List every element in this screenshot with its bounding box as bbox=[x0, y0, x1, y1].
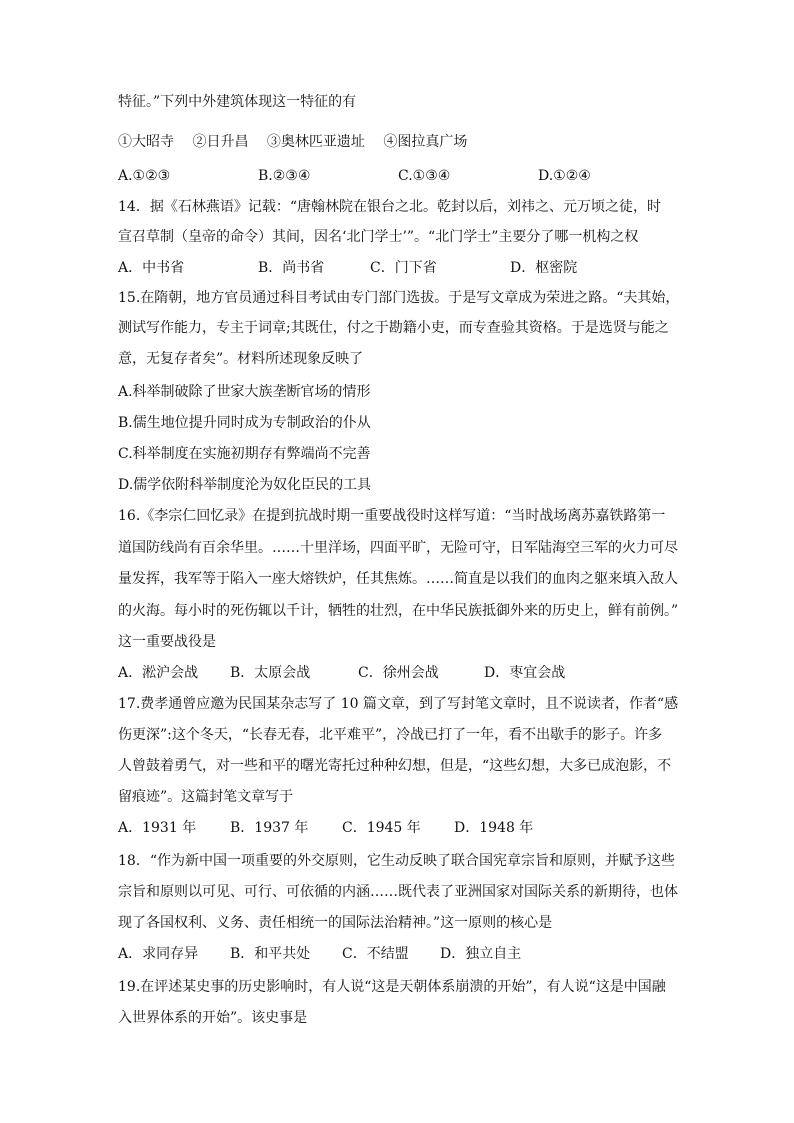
q15-option-b: B.儒生地位提升同时成为专制政治的仆从 bbox=[118, 415, 371, 431]
q14-option-c: C．门下省 bbox=[370, 260, 437, 276]
q14-option-d: D．枢密院 bbox=[510, 260, 578, 276]
q17-option-d: D．1948 年 bbox=[454, 820, 534, 836]
q16-option-d: D．枣宜会战 bbox=[484, 665, 566, 681]
q18-option-a: A．求同存异 bbox=[118, 946, 199, 962]
q19-stem-line-2: 入世界体系的开始”。该史事是 bbox=[118, 1010, 308, 1026]
q16-stem-line-4: 的火海。每小时的死伤辄以千计，牺牲的壮烈，在中华民族抵御外来的历史上，鲜有前例。” bbox=[118, 603, 679, 619]
q15-option-d: D.儒学依附科举制度沦为奴化臣民的工具 bbox=[118, 477, 372, 493]
q15-option-a: A.科举制破除了世家大族垄断官场的情形 bbox=[118, 384, 371, 400]
q17-stem-line-1: 17.费孝通曾应邀为民国某杂志写了 10 篇文章，到了写封笔文章时，且不说读者，作者“感 bbox=[118, 696, 679, 712]
q16-option-c: C．徐州会战 bbox=[358, 665, 439, 681]
q17-option-b: B．1937 年 bbox=[230, 820, 309, 836]
q18-stem-line-2: 宗旨和原则以可见、可行、可依循的内涵……既代表了亚洲国家对国际关系的新期待，也体 bbox=[118, 884, 678, 900]
q15-stem-line-1: 15.在隋朝，地方官员通过科目考试由专门部门选拔。于是写文章成为荣进之路。“夫其始， bbox=[118, 290, 680, 306]
q15-stem-line-3: 意，无复存者矣”。材料所述现象反映了 bbox=[118, 351, 364, 367]
q19-stem-line-1: 19.在评述某史事的历史影响时，有人说“这是天朝体系崩溃的开始”，有人说“这是中国融 bbox=[118, 979, 666, 995]
q18-stem-line-1: 18．“作为新中国一项重要的外交原则，它生动反映了联合国宪章宗旨和原则，并赋予这些 bbox=[118, 853, 675, 869]
q14-option-b: B．尚书省 bbox=[258, 260, 325, 276]
q13-option-c: C.①③④ bbox=[398, 168, 451, 184]
q14-stem-line-2: 宣召草制（皇帝的命令）其间，因名‘北门学士’”。“北门学士”主要分了哪一机构之权 bbox=[118, 229, 639, 245]
q14-option-a: A．中书省 bbox=[118, 260, 185, 276]
q13-stem-line-1: 特征。”下列中外建筑体现这一特征的有 bbox=[118, 94, 357, 110]
q16-stem-line-2: 道国防线尚有百余华里。……十里洋场，四面平旷，无险可守，日军陆海空三军的火力可尽 bbox=[118, 540, 678, 556]
q16-stem-line-1: 16.《李宗仁回忆录》在提到抗战时期一重要战役时这样写道：“当时战场离苏嘉铁路第一 bbox=[118, 508, 666, 524]
q17-stem-line-4: 留痕迹”。这篇封笔文章写于 bbox=[118, 789, 294, 805]
q13-option-a: A.①②③ bbox=[118, 168, 171, 184]
q16-stem-line-5: 这一重要战役是 bbox=[118, 634, 216, 650]
q18-option-c: C．不结盟 bbox=[342, 946, 409, 962]
q18-stem-line-3: 现了各国权利、义务、责任相统一的国际法治精神。”这一原则的核心是 bbox=[118, 915, 553, 931]
q14-stem-line-1: 14．据《石林燕语》记载：“唐翰林院在银台之北。乾封以后，刘祎之、元万顷之徒，时 bbox=[118, 199, 661, 215]
q17-option-a: A．1931 年 bbox=[118, 820, 197, 836]
q16-option-b: B．太原会战 bbox=[230, 665, 311, 681]
q17-stem-line-3: 人曾鼓着勇气，对一些和平的曙光寄托过种种幻想，但是，“这些幻想，大多已成泡影，不 bbox=[118, 758, 672, 774]
q13-option-d: D.①②④ bbox=[538, 168, 591, 184]
q15-option-c: C.科举制度在实施初期存有弊端尚不完善 bbox=[118, 446, 371, 462]
q18-option-d: D．独立自主 bbox=[440, 946, 522, 962]
q13-items: ①大昭寺 ②日升昌 ③奥林匹亚遗址 ④图拉真广场 bbox=[118, 134, 468, 150]
q18-option-b: B．和平共处 bbox=[230, 946, 311, 962]
q17-stem-line-2: 伤更深”:这个冬天，“长春无春，北平难平”，冷战已打了一年，看不出歇手的影子。许多 bbox=[118, 727, 663, 743]
q17-option-c: C．1945 年 bbox=[342, 820, 421, 836]
q15-stem-line-2: 测试写作能力，专主于词章;其既仕，付之于勘籍小吏，而专查验其资格。于是选贤与能之 bbox=[118, 320, 669, 336]
q13-option-b: B.②③④ bbox=[258, 168, 311, 184]
q16-stem-line-3: 量发挥，我军等于陷入一座大熔铁炉，任其焦炼。……简直是以我们的血肉之躯来填入敌人 bbox=[118, 571, 678, 587]
q16-option-a: A．淞沪会战 bbox=[118, 665, 199, 681]
